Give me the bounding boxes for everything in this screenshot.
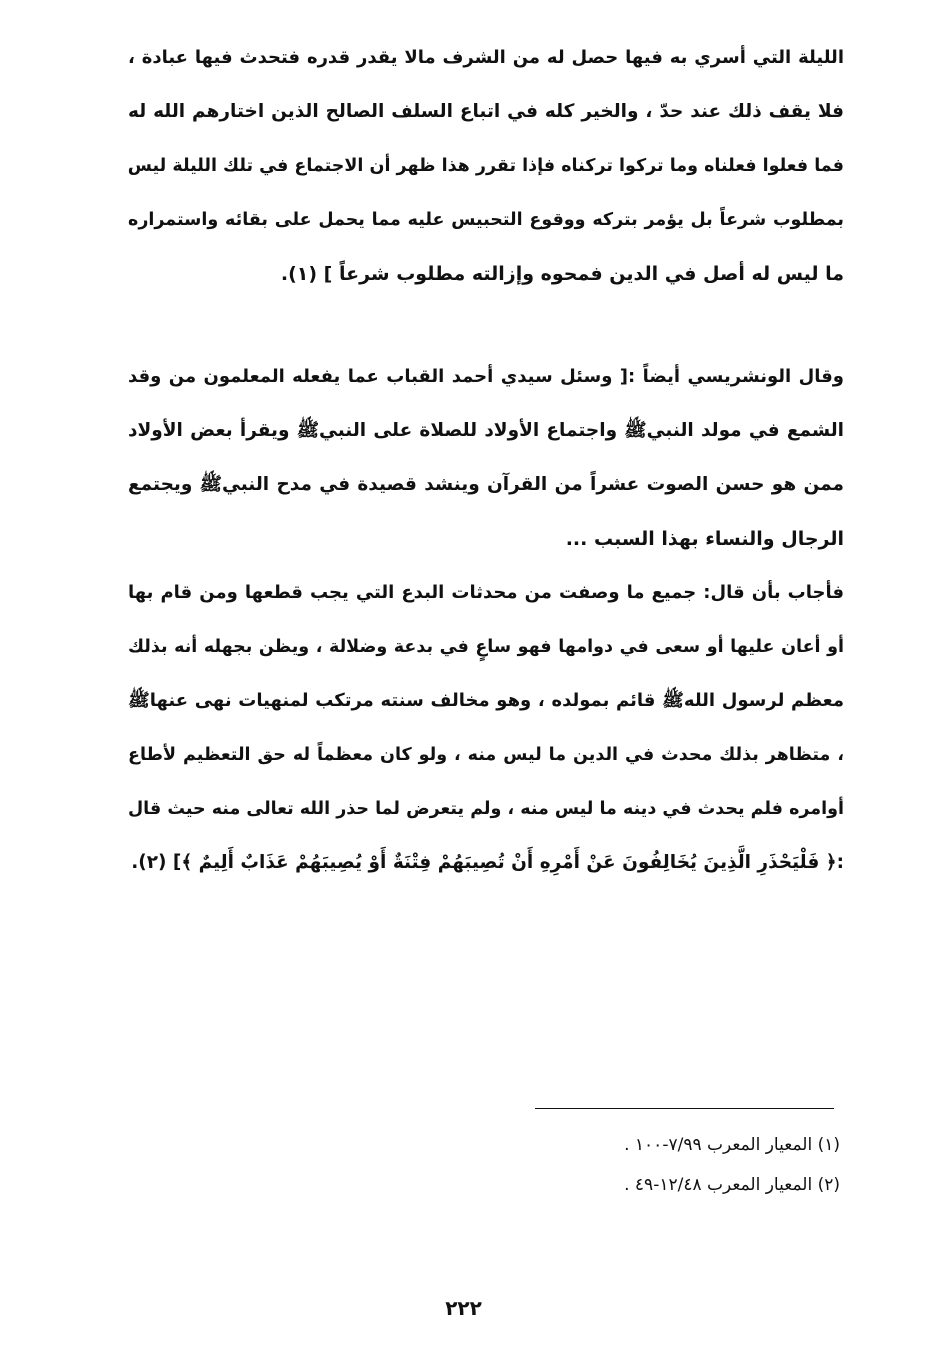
- text-line: معظم لرسول اللهﷺ قائم بمولده ، وهو مخالف سنته مرتكب لمنهيات نهى عنهاﷺ: [128, 690, 844, 711]
- text-line: أوامره فلم يحدث في دينه ما ليس منه ، ولم يتعرض لما حذر الله تعالى منه حيث قال: [128, 799, 844, 819]
- text-line: فأجاب بأن قال: جميع ما وصفت من محدثات البدع التي يجب قطعها ومن قام بها: [128, 582, 844, 603]
- text-line: وقال الونشريسي أيضاً :[ وسئل سيدي أحمد القباب عما يفعله المعلمون من وقد: [128, 366, 844, 387]
- text-line: ممن هو حسن الصوت عشراً من القرآن وينشد قصيدة في مدح النبيﷺ ويجتمع: [128, 474, 844, 495]
- text-line: أو أعان عليها أو سعى في دوامها فهو ساعٍ في بدعة وضلالة ، ويظن بجهله أنه بذلك: [128, 637, 844, 657]
- footnote-2: (٢) المعيار المعرب ١٢/٤٨-٤٩ .: [624, 1175, 840, 1195]
- paragraph-1: [128, 31, 844, 301]
- quran-verse-line: :﴿ فَلْيَحْذَرِ الَّذِينَ يُخَالِفُونَ عَنْ أَمْرِهِ أَنْ تُصِيبَهُمْ فِتْنَةٌ أَوْ يُصِيبَهُمْ عَذَابٌ أَلِيمٌ ﴾] (٢).: [131, 852, 844, 873]
- text-line: فما فعلوا فعلناه وما تركوا تركناه فإذا تقرر هذا ظهر أن الاجتماع في تلك الليلة ليس: [128, 156, 844, 176]
- footnotes: [440, 1125, 840, 1205]
- text-line: فلا يقف ذلك عند حدّ ، والخير كله في اتباع السلف الصالح الذين اختارهم الله له: [128, 101, 844, 122]
- text-line: الرجال والنساء بهذا السبب ...: [565, 528, 844, 550]
- text-line: بمطلوب شرعاً بل يؤمر بتركه ووقوع التحبيس عليه مما يحمل على بقائه واستمراره: [128, 210, 844, 230]
- footnote-separator: [535, 1108, 834, 1109]
- page-number: ٢٢٢: [445, 1296, 482, 1320]
- text-line: الليلة التي أسري به فيها حصل له من الشرف مالا يقدر قدره فتحدث فيها عبادة ،: [128, 47, 844, 68]
- text-line: ، متظاهر بذلك محدث في الدين ما ليس منه ، ولو كان معظماً له حق التعظيم لأطاع: [128, 745, 844, 765]
- footnote-1: (١) المعيار المعرب ٧/٩٩-١٠٠ .: [624, 1135, 840, 1155]
- paragraph-2: [128, 350, 844, 890]
- text-line: ما ليس له أصل في الدين فمحوه وإزالته مطلوب شرعاً ] (١).: [280, 263, 844, 285]
- text-line: الشمع في مولد النبيﷺ واجتماع الأولاد للصلاة على النبيﷺ ويقرأ بعض الأولاد: [128, 420, 844, 441]
